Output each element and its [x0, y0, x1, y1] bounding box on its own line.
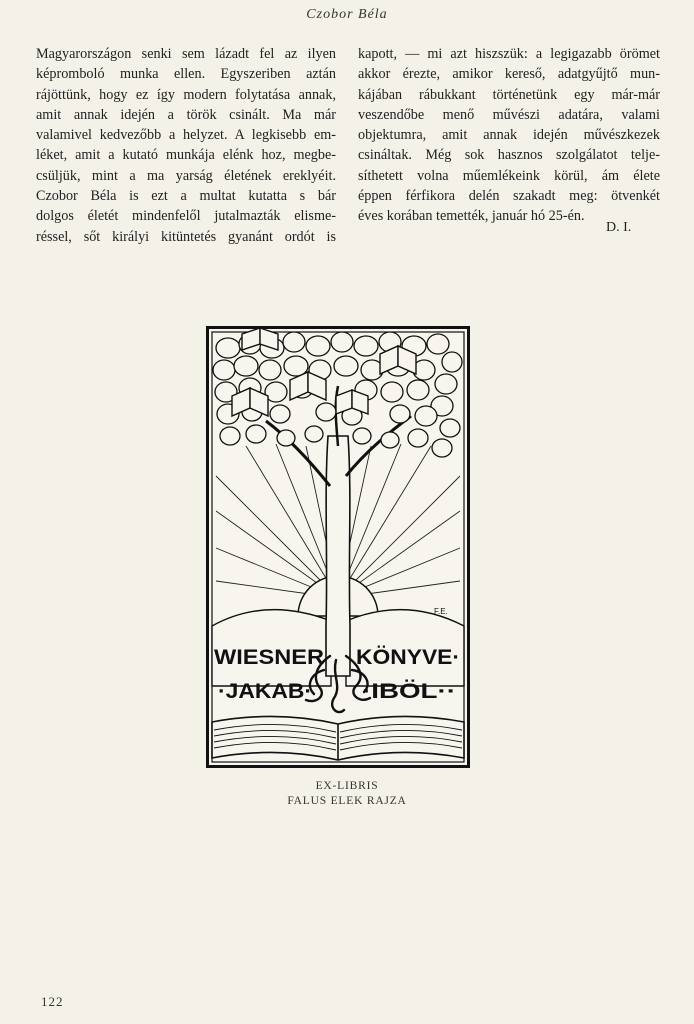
text-line: csüljük, mint a ma yarság életének ereklyéit.: [36, 167, 336, 184]
text-line: rájöttünk, hogy ez így modern folytatása annak,: [36, 86, 336, 103]
text-line: objektumra, amit annak idején művészkezek: [358, 127, 660, 144]
exlibris-word-konyve: KÖNYVE·: [356, 646, 460, 669]
author-signature: D. I.: [606, 220, 632, 235]
text-line: kapott, — mi azt hiszszük: a legigazabb örömet: [358, 46, 660, 62]
text-line: amit annak idején a török csinált. Ma már: [36, 106, 336, 123]
text-line: réssel, sőt királyi kitüntetés gyanánt ordót is: [36, 228, 336, 245]
text-line: dolgos életét mindenfelől jutalmazták elisme-: [36, 208, 336, 225]
text-line: valamivel kedvezőbb a helyzet. A legkisebb em-: [36, 127, 336, 144]
figure-caption-title: EX-LIBRIS: [315, 780, 379, 792]
text-line: Magyarországon senki sem lázadt fel az ilyen: [36, 46, 336, 62]
left-text-column: [36, 44, 336, 247]
artist-monogram: F.E.: [434, 607, 448, 616]
text-line: éves korában temették, január hó 25-én.: [358, 208, 585, 225]
right-text-column: [358, 44, 660, 227]
text-line: síthetett volna műemlékeink körül, ám élete: [358, 167, 660, 184]
exlibris-illustration: [206, 326, 470, 768]
exlibris-word-wiesner: WIESNER: [214, 646, 324, 669]
tree-trunk: [326, 436, 350, 676]
text-line: léket, amit a kutató munkája elénk hoz, megbe-: [36, 147, 336, 164]
page-number: 122: [41, 994, 64, 1009]
exlibris-word-ibol: ·IBÖL··: [362, 680, 456, 703]
text-line: kájában rábukkant történetünk egy már-már: [358, 86, 660, 103]
text-line: képromboló munka ellen. Egyszeriben aztán: [36, 66, 336, 83]
text-line: Czobor Béla is ezt a multat kutatta s bár: [36, 188, 336, 205]
exlibris-word-jakab: ·JAKAB·: [218, 680, 312, 703]
running-header: Czobor Béla: [306, 7, 388, 22]
text-line: éppen férfikora delén szakadt meg: ötvenkét: [358, 188, 660, 205]
text-line: csináltak. Még sok hasznos szolgálatot telje-: [358, 147, 660, 164]
text-line: akkor érezte, amikor kereső, adatgyűjtő mun-: [358, 66, 660, 83]
figure-caption-credit: FALUS ELEK RAJZA: [287, 795, 407, 807]
text-line: veszendőbe menő művészi adatára, valami: [358, 106, 660, 123]
